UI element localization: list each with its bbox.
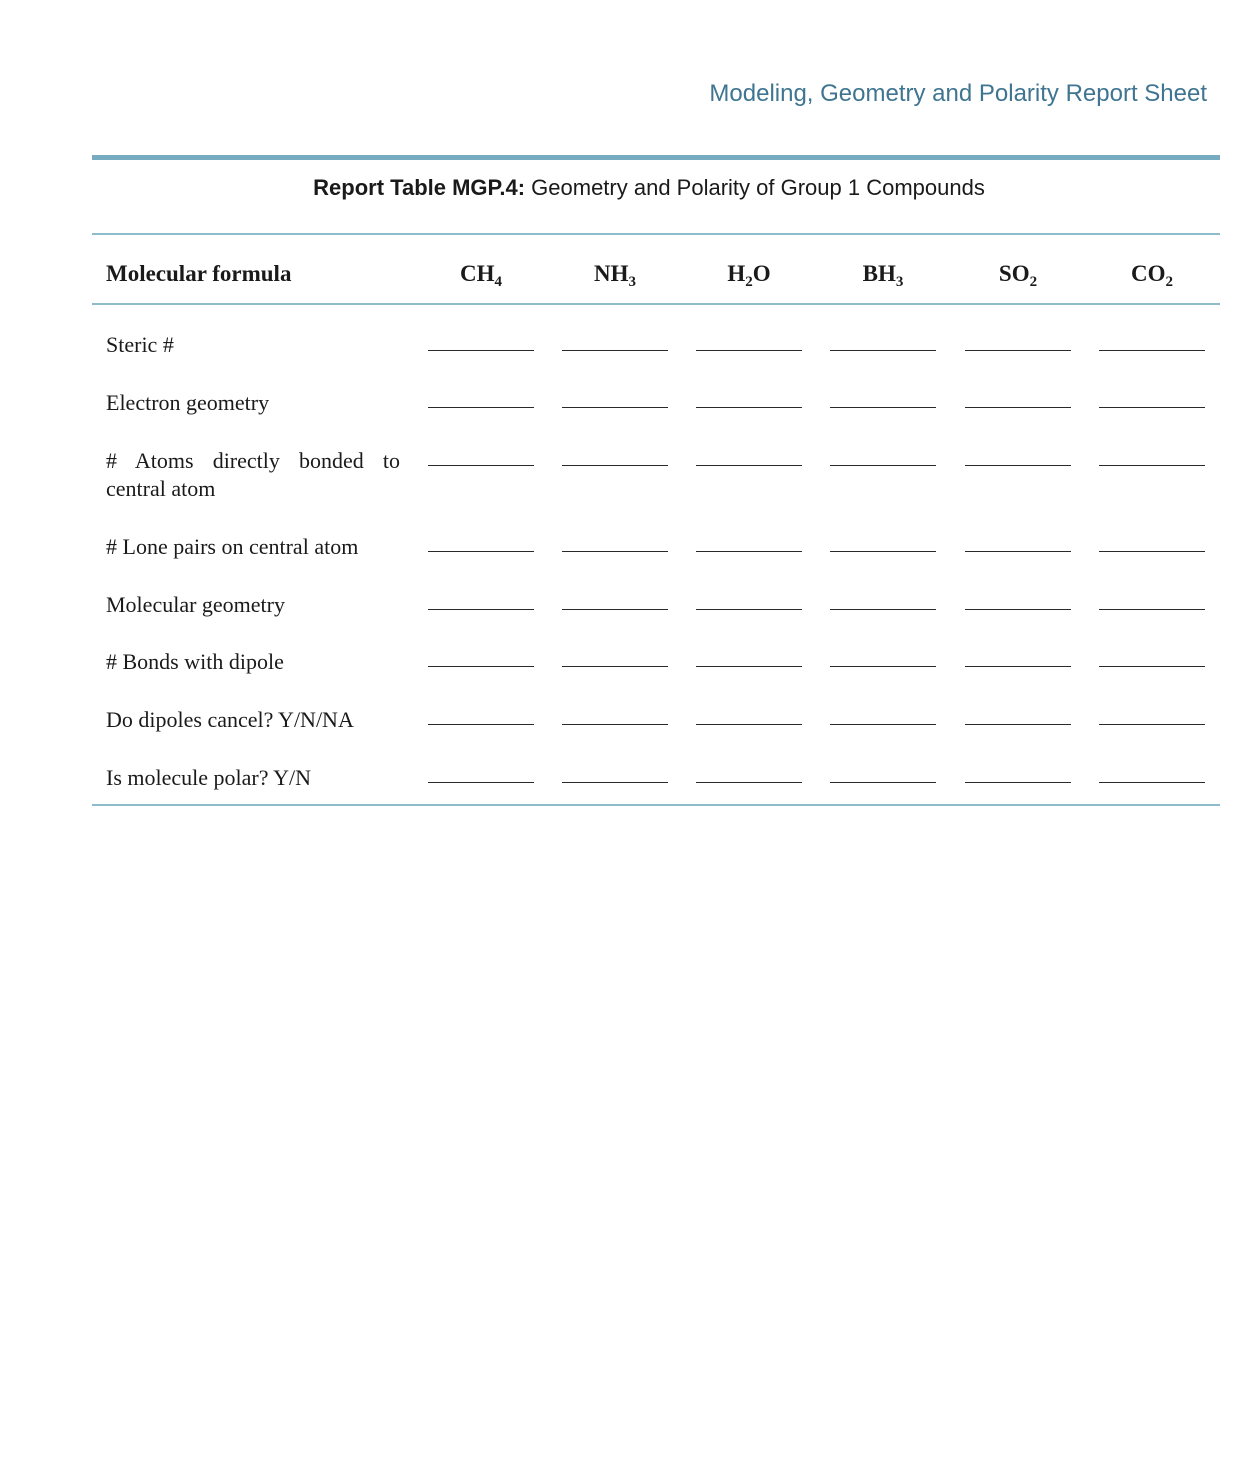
answer-blank-co2-row3[interactable] xyxy=(1099,465,1205,466)
answer-blank-co2-row8[interactable] xyxy=(1099,782,1205,783)
answer-blank-co2-row6[interactable] xyxy=(1099,666,1205,667)
answer-blank-ch4-row8[interactable] xyxy=(428,782,534,783)
molecular-formula-header: Molecular formula xyxy=(106,261,292,286)
answer-blank-nh3-row3[interactable] xyxy=(562,465,668,466)
row-label-dipoles-cancel: Do dipoles cancel? Y/N/NA xyxy=(106,707,354,732)
row-label-molecular-geometry: Molecular geometry xyxy=(106,592,285,617)
top-rule xyxy=(92,155,1220,160)
formula-h2o: $H_2O$ xyxy=(727,261,771,290)
answer-blank-ch4-row2[interactable] xyxy=(428,407,534,408)
formula-ch4: $CH_4$ xyxy=(460,261,502,290)
answer-blank-nh3-row4[interactable] xyxy=(562,551,668,552)
table-caption-text: Geometry and Polarity of Group 1 Compounds xyxy=(525,175,985,200)
answer-blank-bh3-row6[interactable] xyxy=(830,666,936,667)
answer-blank-bh3-row3[interactable] xyxy=(830,465,936,466)
row-label-bonds-dipole: # Bonds with dipole xyxy=(106,649,284,674)
answer-blank-so2-row5[interactable] xyxy=(965,609,1071,610)
formula-bh3: $BH_3$ xyxy=(862,261,904,290)
answer-blank-nh3-row8[interactable] xyxy=(562,782,668,783)
row-label-steric: Steric # xyxy=(106,332,174,357)
answer-blank-h2o-row8[interactable] xyxy=(696,782,802,783)
row-label-polar: Is molecule polar? Y/N xyxy=(106,765,312,790)
answer-blank-ch4-row4[interactable] xyxy=(428,551,534,552)
answer-blank-bh3-row1[interactable] xyxy=(830,350,936,351)
row-label-lone-pairs: # Lone pairs on central atom xyxy=(106,534,359,559)
answer-blank-so2-row2[interactable] xyxy=(965,407,1071,408)
answer-blank-nh3-row1[interactable] xyxy=(562,350,668,351)
answer-blank-nh3-row7[interactable] xyxy=(562,724,668,725)
table-caption-label: Report Table MGP.4: xyxy=(313,175,526,200)
answer-blank-co2-row1[interactable] xyxy=(1099,350,1205,351)
answer-blank-co2-row7[interactable] xyxy=(1099,724,1205,725)
answer-blank-h2o-row2[interactable] xyxy=(696,407,802,408)
answer-blank-h2o-row7[interactable] xyxy=(696,724,802,725)
bottom-rule xyxy=(92,804,1220,806)
answer-blank-h2o-row3[interactable] xyxy=(696,465,802,466)
report-sheet-title: Modeling, Geometry and Polarity Report Sheet xyxy=(709,80,1207,107)
answer-blank-co2-row2[interactable] xyxy=(1099,407,1205,408)
answer-blank-co2-row5[interactable] xyxy=(1099,609,1205,610)
answer-blank-h2o-row5[interactable] xyxy=(696,609,802,610)
answer-blank-so2-row8[interactable] xyxy=(965,782,1071,783)
answer-blank-nh3-row5[interactable] xyxy=(562,609,668,610)
row-label-electron-geometry: Electron geometry xyxy=(106,390,270,415)
answer-blank-bh3-row5[interactable] xyxy=(830,609,936,610)
answer-blank-nh3-row6[interactable] xyxy=(562,666,668,667)
answer-blank-h2o-row6[interactable] xyxy=(696,666,802,667)
answer-blank-bh3-row8[interactable] xyxy=(830,782,936,783)
table-caption xyxy=(92,175,1206,201)
answer-blank-so2-row3[interactable] xyxy=(965,465,1071,466)
answer-blank-ch4-row3[interactable] xyxy=(428,465,534,466)
answer-blank-so2-row4[interactable] xyxy=(965,551,1071,552)
formula-nh3: $NH_3$ xyxy=(594,261,636,290)
answer-blank-h2o-row4[interactable] xyxy=(696,551,802,552)
answer-blank-h2o-row1[interactable] xyxy=(696,350,802,351)
answer-blank-ch4-row5[interactable] xyxy=(428,609,534,610)
answer-blank-so2-row6[interactable] xyxy=(965,666,1071,667)
caption-rule xyxy=(92,233,1220,235)
answer-blank-ch4-row7[interactable] xyxy=(428,724,534,725)
formula-so2: $SO_2$ xyxy=(998,261,1038,290)
answer-blank-ch4-row1[interactable] xyxy=(428,350,534,351)
answer-blank-so2-row7[interactable] xyxy=(965,724,1071,725)
answer-blank-so2-row1[interactable] xyxy=(965,350,1071,351)
row-label-atoms-bonded: # Atoms directly bonded to central atom xyxy=(106,448,400,501)
answer-blank-bh3-row7[interactable] xyxy=(830,724,936,725)
answer-blank-nh3-row2[interactable] xyxy=(562,407,668,408)
header-rule xyxy=(92,303,1220,305)
formula-co2: $CO_2$ xyxy=(1131,261,1173,290)
answer-blank-bh3-row2[interactable] xyxy=(830,407,936,408)
answer-blank-co2-row4[interactable] xyxy=(1099,551,1205,552)
answer-blank-bh3-row4[interactable] xyxy=(830,551,936,552)
answer-blank-ch4-row6[interactable] xyxy=(428,666,534,667)
